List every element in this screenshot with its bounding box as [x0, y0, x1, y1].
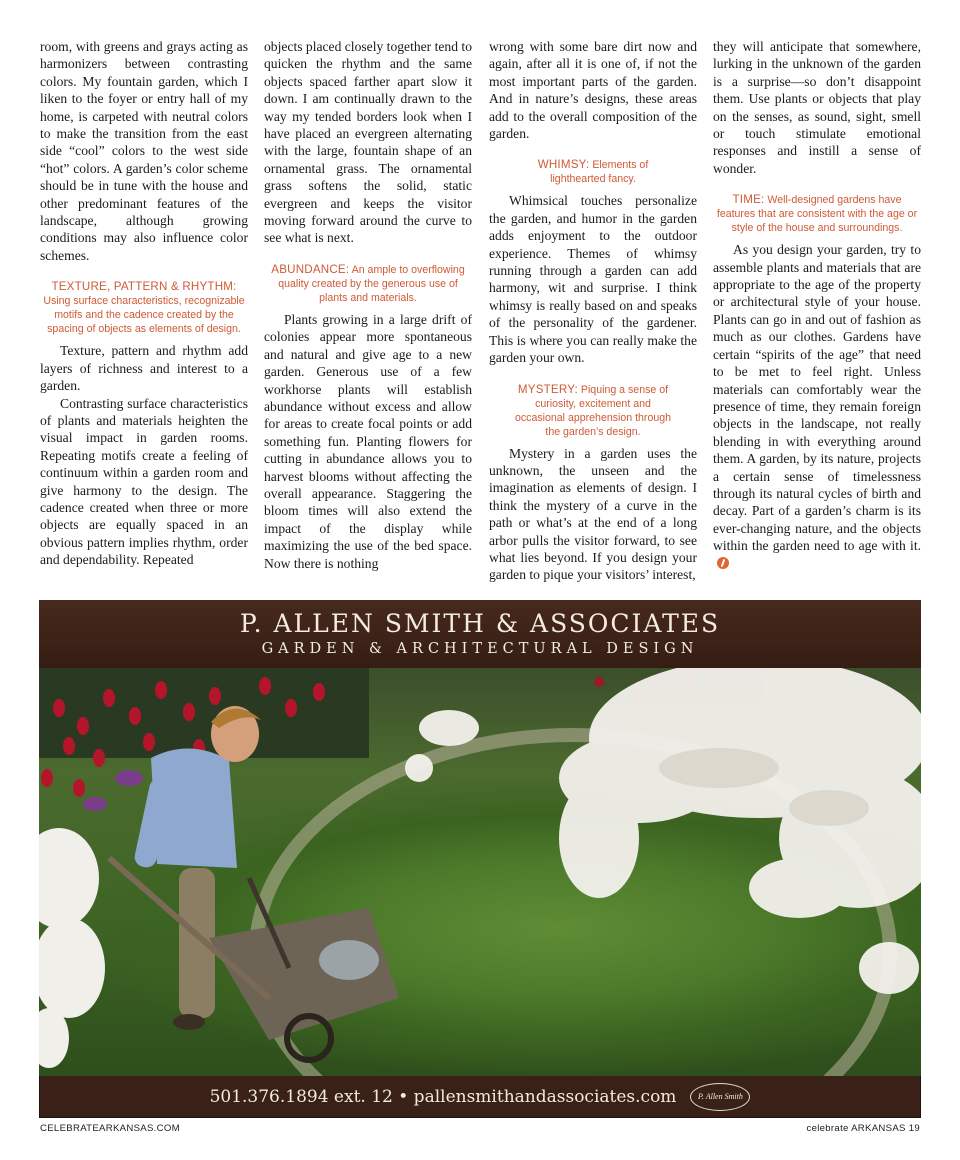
paragraph: Whimsical touches personalize the garden, and humor in the garden adds enjoyment to the outdoor experience. Themes of whimsy running through a garden can add harmony, wit and surprise. I think whimsy is really based on and speaks of the personality of the gardener. This is where you can really make the garden your own. [489, 193, 697, 366]
paragraph: they will anticipate that somewhere, lurking in the unknown of the garden is a surprise—so don’t disappoint them. Use plants or objects that play on the senses, as sound, sight, smell or touch stimulate emotional responses and instill a sense of wonder. [713, 39, 921, 176]
paragraph: Texture, pattern and rhythm add layers of richness and interest to a garden. [40, 343, 248, 394]
article-column-1 [40, 38, 248, 569]
ad-title: P. ALLEN SMITH & ASSOCIATES [239, 609, 721, 638]
paragraph: Mystery in a garden uses the unknown, the unseen and the imagination as elements of design. I think the mystery of a curve in the path or what’s at the end of a long arbor pulls the visitor forward, to see what lies beyond. If you design your garden to pique your visitors’ interest, [489, 445, 697, 583]
left-blossoms [39, 828, 105, 1068]
ad-footer [39, 1076, 921, 1118]
callout-time [715, 193, 919, 235]
callout-mystery [509, 383, 677, 439]
footer-page-number: celebrate ARKANSAS 19 [806, 1123, 920, 1134]
bucket [319, 940, 379, 980]
paragraph: Plants growing in a large drift of colonies appear more spontaneous and natural and give age to a new garden. Generous use of a few workhorse plants will establish abundance without excess and allow for areas to create focal points or add something fun. Planting flowers for cutting in abundance allows you to harvest blooms without affecting the overall appearance. Staggering the bloom times will also extend the impact of the display while maximizing the use of the bed space. Now there is nothing [264, 311, 472, 571]
callout-abundance [266, 263, 470, 305]
callout-title: WHIMSY: [537, 158, 590, 172]
paragraph-last [713, 241, 921, 572]
wheelbarrow [109, 858, 399, 1060]
ad-contact[interactable]: 501.376.1894 ext. 12 • pallensmithandassociates.com [209, 1087, 677, 1107]
paragraph: wrong with some bare dirt now and again, after all it is one of, if not the most important parts of the garden. And in nature’s designs, these areas add to the overall composition of the garden. [489, 39, 697, 142]
callout-title: TEXTURE, PATTERN & RHYTHM: [51, 280, 237, 294]
callout-whimsy [513, 158, 673, 186]
garden-scene [39, 668, 921, 1076]
paragraph: room, with greens and grays acting as harmonizers between contrasting colors. My fountain garden, which I liken to the foyer or entry hall of my home, is carpeted with neutral colors to make the transition from the east side “cool” colors to the west side “hot” colors. A garden’s color scheme should be in tune with the house and other predominant features of the landscape, although growing conditions may also influence color schemes. [40, 39, 248, 263]
advertisement[interactable] [39, 600, 921, 1118]
paragraph-text: As you design your garden, try to assemble plants and materials that are appropriate to the age of the property or architectural style of your house. Plants can go in and out of fashion as much as our clothes. Gardens have certain “spirits of the age” that need to be met to feel right. Unless materials can comfortably wear the presence of time, they remain foreign objects in the landscape, not really blending in with everything around them. A garden, by its nature, projects a certain sense of timelessness through its natural cycles of birth and decay. Part of a garden’s charm is its ever-changing nature, and the objects within the garden need to age with it. [713, 242, 921, 554]
callout-texture [42, 280, 246, 336]
ad-subtitle: GARDEN & ARCHITECTURAL DESIGN [261, 641, 699, 657]
callout-text: Well-designed gardens have features that are consistent with the age or style of the house and surroundings. [716, 194, 918, 235]
callout-text: Piquing a sense of curiosity, excitement and occasional apprehension through the garden’s design. [514, 383, 672, 438]
paragraph: objects placed closely together tend to quicken the rhythm and the same objects spaced farther apart slow it down. I am continually drawn to the way my tended borders look when I have placed an evergreen alternating with the large, fountain shape of an ornamental grass. The ornamental grass softens the solid, static evergreen and keeps the visitor moving forward around the curve to see what is next. [264, 39, 472, 246]
article-column-4 [713, 38, 921, 572]
callout-title: ABUNDANCE: [271, 262, 350, 276]
company-logo: P. Allen Smith [690, 1083, 750, 1111]
callout-text: An ample to overflowing quality created by the generous use of plants and materials. [278, 263, 465, 304]
callout-text: Using surface characteristics, recognizable motifs and the cadence created by the spacing of objects as elements of design. [43, 295, 245, 336]
footer-website: CELEBRATEARKANSAS.COM [40, 1123, 180, 1134]
callout-text: Elements of lighthearted fancy. [550, 159, 649, 186]
paragraph: Contrasting surface characteristics of plants and materials heighten the visual impact in garden rooms. Repeating motifs create a feeling of continuum within a garden room and give harmony to the design. The cadence created when three or more objects are equally spaced in an obvious pattern implies rhythm, order and dependability. Repeated [40, 395, 248, 568]
callout-title: MYSTERY: [517, 382, 578, 396]
ad-header [39, 600, 921, 668]
article-column-2 [264, 38, 472, 572]
gardener-shoe [173, 1014, 205, 1030]
garden-photo [39, 668, 921, 1076]
callout-title: TIME: [732, 193, 765, 207]
end-of-article-icon [717, 557, 729, 569]
article-column-3 [489, 38, 697, 584]
apple-blossoms [405, 668, 921, 994]
